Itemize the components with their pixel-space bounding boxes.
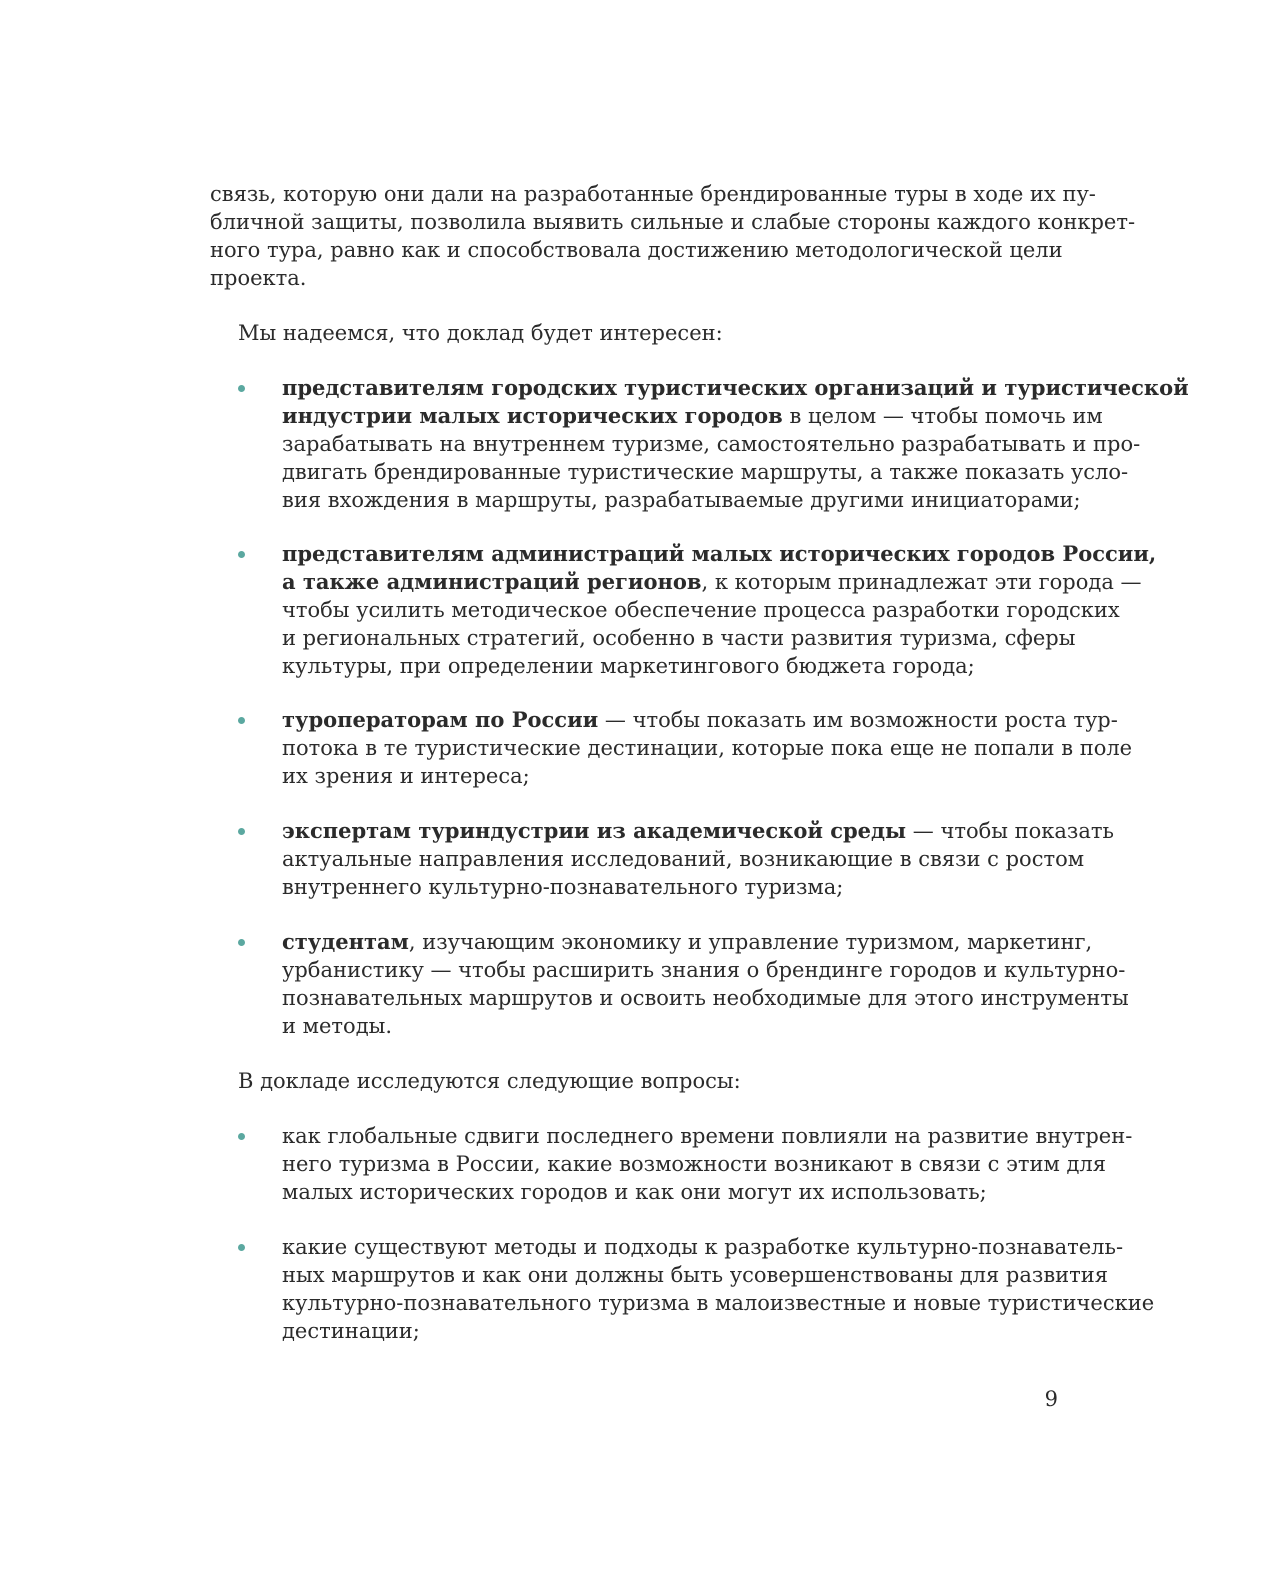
text-line: проекта. (210, 266, 307, 290)
text-line: актуальные направления исследований, возникающие в связи с ростом (282, 847, 1085, 871)
bullet-icon (238, 551, 245, 558)
text-line: чтобы усилить методическое обеспечение процесса разработки городских (282, 598, 1120, 622)
text-line: и региональных стратегий, особенно в части развития туризма, сферы (282, 626, 1076, 650)
text-line: ных маршрутов и как они должны быть усовершенствованы для развития (282, 1263, 1109, 1287)
text-line: представителям администраций малых исторических городов России, (282, 541, 1157, 566)
text-line: внутреннего культурно-познавательного туризма; (282, 875, 844, 899)
text-line: культуры, при определении маркетингового бюджета города; (282, 654, 975, 678)
text-line: урбанистику — чтобы расширить знания о брендинге городов и культурно- (282, 958, 1126, 982)
bullet-icon (238, 1133, 245, 1140)
page-number: 9 (1044, 1387, 1058, 1411)
text-line: индустрии малых исторических городов в целом — чтобы помочь им (282, 403, 1103, 428)
text-line: него туризма в России, какие возможности возникают в связи с этим для (282, 1152, 1106, 1176)
audience-lead: Мы надеемся, что доклад будет интересен: (238, 321, 723, 345)
text-line: двигать брендированные туристические маршруты, а также показать усло- (282, 460, 1129, 484)
text-line: вия вхождения в маршруты, разрабатываемые другими инициаторами; (282, 488, 1081, 512)
bullet-icon (238, 939, 245, 946)
text-line: ного тура, равно как и способствовала достижению методологической цели (210, 238, 1063, 262)
text-line: связь, которую они дали на разработанные брендированные туры в ходе их пу- (210, 182, 1096, 206)
text-line: их зрения и интереса; (282, 764, 530, 788)
text-line: культурно-познавательного туризма в малоизвестные и новые туристические (282, 1291, 1155, 1315)
bullet-icon (238, 717, 245, 724)
text-line: дестинации; (282, 1319, 420, 1343)
text-line: студентам, изучающим экономику и управление туризмом, маркетинг, (282, 929, 1093, 954)
text-line: экспертам туриндустрии из академической среды — чтобы показать (282, 818, 1114, 843)
text-line: туроператорам по России — чтобы показать им возможности роста тур- (282, 707, 1118, 732)
text-line: зарабатывать на внутреннем туризме, самостоятельно разрабатывать и про- (282, 432, 1141, 456)
questions-lead: В докладе исследуются следующие вопросы: (238, 1069, 741, 1093)
text-line: познавательных маршрутов и освоить необходимые для этого инструменты (282, 986, 1129, 1010)
text-line: и методы. (282, 1014, 393, 1038)
text-line: представителям городских туристических организаций и туристической (282, 375, 1189, 400)
text-line: как глобальные сдвиги последнего времени повлияли на развитие внутрен- (282, 1124, 1133, 1148)
bullet-icon (238, 385, 245, 392)
bullet-icon (238, 1244, 245, 1251)
text-line: малых исторических городов и как они могут их использовать; (282, 1180, 987, 1204)
text-line: какие существуют методы и подходы к разработке культурно-познаватель- (282, 1235, 1124, 1259)
bullet-icon (238, 828, 245, 835)
text-line: а также администраций регионов, к которым принадлежат эти города — (282, 569, 1142, 594)
text-line: бличной защиты, позволила выявить сильные и слабые стороны каждого конкрет- (210, 210, 1136, 234)
text-line: потока в те туристические дестинации, которые пока еще не попали в поле (282, 736, 1133, 760)
